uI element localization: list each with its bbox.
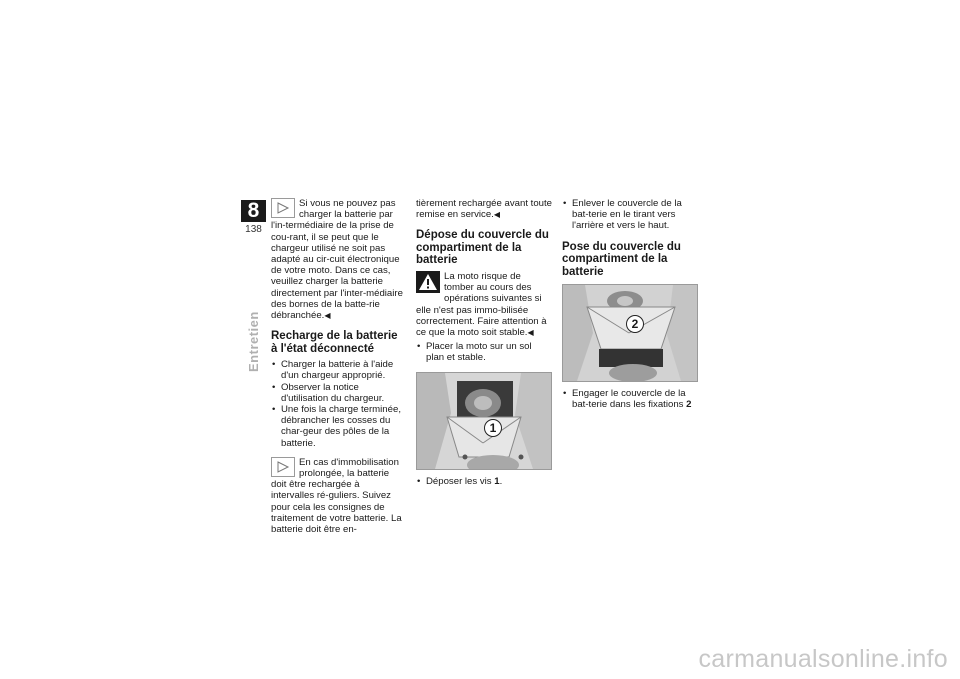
bullet-list — [562, 388, 698, 410]
section-heading-recharge: Recharge de la batterie à l'état déconnecté — [271, 330, 398, 355]
photo-illustration — [417, 373, 551, 469]
list-item: • Une fois la charge terminée, débrancher les cosses du char-geur des pôles de la batterie. — [271, 404, 404, 449]
bullet-list — [271, 359, 404, 449]
photo-illustration — [563, 285, 697, 381]
section-heading-installation: Pose du couvercle du compartiment de la batterie — [562, 240, 681, 278]
section-heading-removal: Dépose du couvercle du compartiment de la batterie — [416, 229, 549, 267]
watermark-text: carmanualsonline.info — [698, 645, 948, 673]
note-icon — [271, 198, 295, 218]
warning-icon — [416, 271, 440, 293]
list-item: • Engager le couvercle de la bat-terie dans les fixations 2 — [562, 388, 698, 410]
end-mark: ◀ — [493, 210, 500, 220]
end-mark: ◀ — [527, 327, 534, 337]
bullet-list — [562, 198, 698, 232]
figure-battery-cover-screws — [416, 372, 552, 470]
bullet-list — [416, 341, 552, 363]
list-item: • Charger la batterie à l'aide d'un chargeur approprié. — [271, 359, 404, 381]
warning-text: La moto risque de tomber au cours des opérations suivantes si elle n'est pas immo-bilisée correctement. Faire attention à ce que la moto soit stable.◀ — [416, 270, 547, 338]
note-text: Si vous ne pouvez pas charger la batterie par l'in-termédiaire de la prise de cou-rant, il se peut que le chargeur utilisé ne soit pas adapté au cir-cuit électronique de votre moto. Dans ce cas, veuillez charger la batterie directement par l'inter-médiaire des bornes de la batte-rie débranchée.◀ — [271, 198, 403, 322]
bullet-list — [416, 476, 552, 487]
end-mark: ◀ — [324, 311, 331, 321]
chapter-number: 8 — [241, 200, 266, 222]
figure-battery-cover-mounts — [562, 284, 698, 382]
list-item: • Déposer les vis 1. — [416, 476, 552, 487]
list-item: • Observer la notice d'utilisation du chargeur. — [271, 382, 404, 404]
callout-1: 1 — [484, 419, 502, 437]
note-text: En cas d'immobilisation prolongée, la batterie doit être rechargée à intervalles ré-guliers. Suivez pour cela les consignes de traitement de votre batterie. La batterie doit être en- — [271, 456, 402, 536]
continuation-text: tièrement rechargée avant toute remise en service.◀ — [416, 198, 552, 221]
column-3 — [562, 198, 698, 411]
column-1 — [271, 198, 404, 535]
page-number: 138 — [245, 224, 262, 235]
column-2 — [416, 198, 552, 487]
list-item: • Placer la moto sur un sol plan et stable. — [416, 341, 552, 363]
note-icon — [271, 457, 295, 477]
chapter-title: Entretien — [246, 311, 261, 372]
callout-2: 2 — [626, 315, 644, 333]
list-item: • Enlever le couvercle de la bat-terie en le tirant vers l'arrière et vers le haut. — [562, 198, 698, 232]
